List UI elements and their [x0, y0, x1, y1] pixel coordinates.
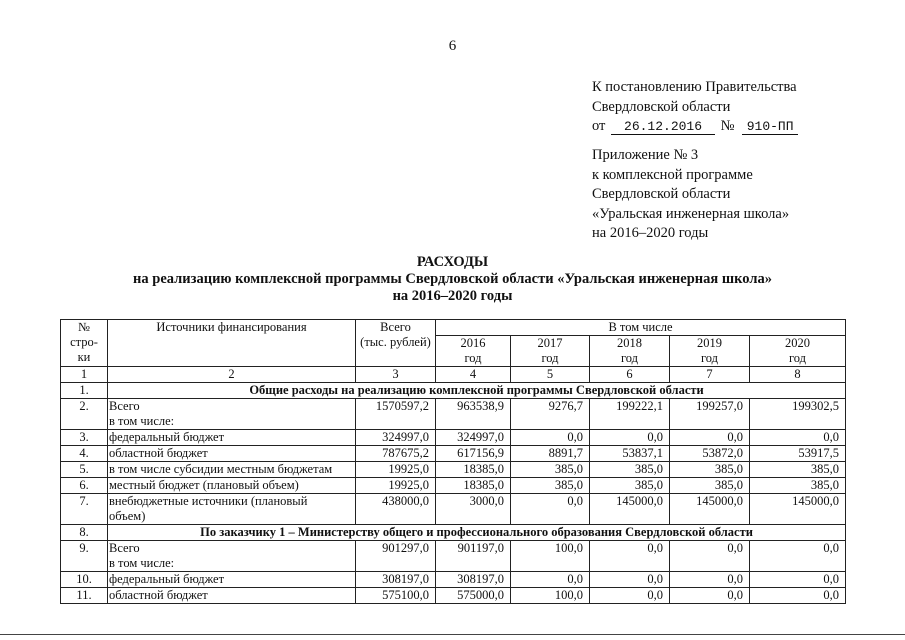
decree-date: 26.12.2016 — [611, 119, 715, 135]
header-source: Источники финансирования — [108, 320, 356, 367]
row-number: 7. — [61, 494, 108, 525]
funding-source: в том числе субсидии местным бюджетам — [108, 462, 356, 478]
amount-y2019: 385,0 — [670, 478, 750, 494]
amount-y2019: 53872,0 — [670, 446, 750, 462]
row-number: 11. — [61, 588, 108, 604]
column-number: 3 — [356, 367, 436, 383]
table-row — [61, 446, 846, 462]
header-row — [61, 320, 846, 336]
appendix-line-4: «Уральская инженерная школа» — [592, 205, 790, 222]
column-number: 2 — [108, 367, 356, 383]
funding-source: Всего в том числе: — [108, 541, 356, 572]
amount-y2020: 385,0 — [750, 462, 846, 478]
amount-y2020: 0,0 — [750, 541, 846, 572]
column-numbers-row — [61, 367, 846, 383]
header-year: 2017 год — [511, 336, 590, 367]
row-number: 4. — [61, 446, 108, 462]
amount-total: 1570597,2 — [356, 399, 436, 430]
decree-date-line — [592, 117, 798, 137]
column-number: 6 — [590, 367, 670, 383]
title-line-3: на 2016–2020 годы — [392, 288, 513, 304]
funding-source: внебюджетные источники (плановый объем) — [108, 494, 356, 525]
amount-y2016: 963538,9 — [436, 399, 511, 430]
appendix-reference — [592, 146, 789, 244]
appendix-line-1: Приложение № 3 — [592, 147, 699, 163]
number-prefix: № — [720, 118, 735, 134]
amount-y2017: 385,0 — [511, 462, 590, 478]
amount-y2020: 0,0 — [750, 588, 846, 604]
amount-total: 438000,0 — [356, 494, 436, 525]
amount-y2020: 0,0 — [750, 430, 846, 446]
decree-line-1: К постановлению Правительства — [592, 79, 797, 95]
row-number: 2. — [61, 399, 108, 430]
row-number: 9. — [61, 541, 108, 572]
amount-y2019: 0,0 — [670, 588, 750, 604]
amount-y2017: 100,0 — [511, 541, 590, 572]
amount-total: 308197,0 — [356, 572, 436, 588]
table-row — [61, 399, 846, 430]
decree-reference — [592, 78, 798, 137]
row-number: 1. — [61, 383, 108, 399]
header-including: В том числе — [436, 320, 846, 336]
column-number: 8 — [750, 367, 846, 383]
row-number: 3. — [61, 430, 108, 446]
funding-source: федеральный бюджет — [108, 430, 356, 446]
amount-total: 787675,2 — [356, 446, 436, 462]
date-prefix: от — [592, 118, 606, 134]
title-line-1: РАСХОДЫ — [416, 254, 489, 270]
row-number: 5. — [61, 462, 108, 478]
amount-total: 324997,0 — [356, 430, 436, 446]
amount-y2019: 0,0 — [670, 572, 750, 588]
amount-y2018: 0,0 — [590, 588, 670, 604]
amount-y2018: 0,0 — [590, 541, 670, 572]
amount-total: 575100,0 — [356, 588, 436, 604]
amount-y2016: 575000,0 — [436, 588, 511, 604]
amount-total: 19925,0 — [356, 478, 436, 494]
amount-y2018: 53837,1 — [590, 446, 670, 462]
header-row-number: № стро- ки — [61, 320, 108, 367]
appendix-line-3: Свердловской области — [592, 186, 731, 202]
header-year: 2018 год — [590, 336, 670, 367]
amount-y2017: 8891,7 — [511, 446, 590, 462]
funding-source: Всего в том числе: — [108, 399, 356, 430]
page-number: 6 — [448, 38, 457, 54]
amount-y2020: 145000,0 — [750, 494, 846, 525]
amount-y2018: 145000,0 — [590, 494, 670, 525]
amount-total: 901297,0 — [356, 541, 436, 572]
amount-y2017: 0,0 — [511, 430, 590, 446]
column-number: 1 — [61, 367, 108, 383]
amount-y2018: 199222,1 — [590, 399, 670, 430]
amount-y2019: 0,0 — [670, 541, 750, 572]
funding-source: федеральный бюджет — [108, 572, 356, 588]
amount-y2016: 18385,0 — [436, 478, 511, 494]
amount-y2016: 3000,0 — [436, 494, 511, 525]
row-number: 10. — [61, 572, 108, 588]
amount-y2020: 53917,5 — [750, 446, 846, 462]
amount-y2016: 18385,0 — [436, 462, 511, 478]
appendix-line-5: на 2016–2020 годы — [592, 225, 709, 241]
amount-y2018: 0,0 — [590, 430, 670, 446]
header-total: Всего (тыс. рублей) — [356, 320, 436, 367]
title-line-2: на реализацию комплексной программы Свердловской области «Уральская инженерная школа» — [133, 271, 772, 287]
amount-total: 19925,0 — [356, 462, 436, 478]
amount-y2017: 0,0 — [511, 572, 590, 588]
table-row — [61, 430, 846, 446]
column-number: 5 — [511, 367, 590, 383]
amount-y2018: 385,0 — [590, 478, 670, 494]
header-year: 2020 год — [750, 336, 846, 367]
table-row — [61, 494, 846, 525]
column-number: 4 — [436, 367, 511, 383]
row-number: 6. — [61, 478, 108, 494]
table-row — [61, 541, 846, 572]
row-number: 8. — [61, 525, 108, 541]
amount-y2018: 385,0 — [590, 462, 670, 478]
header-year: 2019 год — [670, 336, 750, 367]
amount-y2016: 617156,9 — [436, 446, 511, 462]
amount-y2019: 145000,0 — [670, 494, 750, 525]
amount-y2019: 0,0 — [670, 430, 750, 446]
decree-number: 910-ПП — [742, 119, 798, 135]
table-row — [61, 462, 846, 478]
funding-source: местный бюджет (плановый объем) — [108, 478, 356, 494]
section-row — [61, 525, 846, 541]
column-number: 7 — [670, 367, 750, 383]
section-row — [61, 383, 846, 399]
funding-source: областной бюджет — [108, 588, 356, 604]
table-row — [61, 588, 846, 604]
amount-y2019: 385,0 — [670, 462, 750, 478]
amount-y2020: 199302,5 — [750, 399, 846, 430]
decree-line-2: Свердловской области — [592, 98, 731, 115]
table-body — [61, 320, 846, 604]
table-row — [61, 572, 846, 588]
amount-y2017: 9276,7 — [511, 399, 590, 430]
amount-y2017: 385,0 — [511, 478, 590, 494]
document-title — [0, 254, 905, 305]
amount-y2016: 324997,0 — [436, 430, 511, 446]
page-bottom-edge — [0, 634, 905, 635]
amount-y2016: 308197,0 — [436, 572, 511, 588]
header-year: 2016 год — [436, 336, 511, 367]
section-title: Общие расходы на реализацию комплексной программы Свердловской области — [108, 383, 846, 399]
amount-y2020: 0,0 — [750, 572, 846, 588]
expenses-table — [60, 319, 846, 604]
amount-y2016: 901197,0 — [436, 541, 511, 572]
amount-y2018: 0,0 — [590, 572, 670, 588]
amount-y2017: 0,0 — [511, 494, 590, 525]
table-row — [61, 478, 846, 494]
section-title: По заказчику 1 – Министерству общего и профессионального образования Свердловской области — [108, 525, 846, 541]
amount-y2020: 385,0 — [750, 478, 846, 494]
amount-y2017: 100,0 — [511, 588, 590, 604]
funding-source: областной бюджет — [108, 446, 356, 462]
amount-y2019: 199257,0 — [670, 399, 750, 430]
appendix-line-2: к комплексной программе — [592, 166, 753, 183]
